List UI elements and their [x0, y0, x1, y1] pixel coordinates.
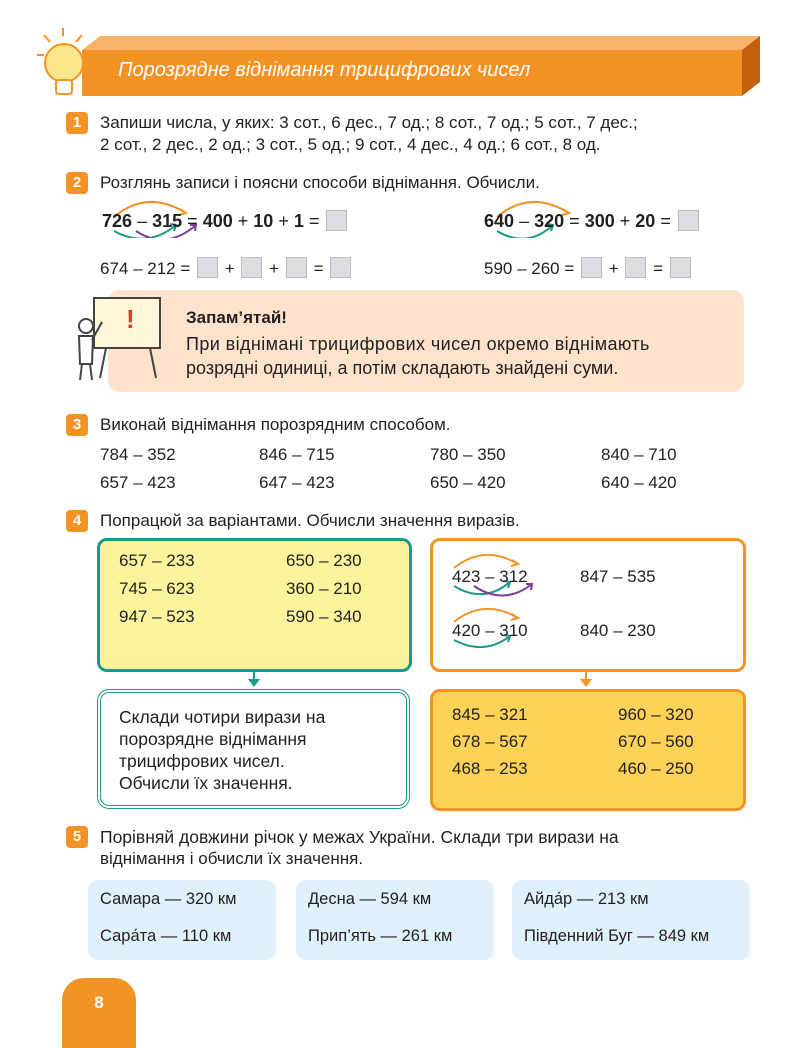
task-5-line-2: віднімання і обчисли їх значення.	[100, 849, 364, 868]
variant-2-expression: 423 – 312	[452, 567, 528, 586]
task-1-line-1: Запиши числа, у яких: 3 сот., 6 дес., 7 од.; 8 сот., 7 од.; 5 сот., 7 дес.;	[100, 113, 638, 132]
task-3-expression: 784 – 352	[100, 445, 176, 464]
answer-box	[241, 257, 262, 278]
hundreds-part: 400	[202, 211, 233, 231]
remember-line-1: При віднімані трицифрових чисел окремо віднімають	[186, 334, 650, 354]
plus-sign: +	[224, 259, 235, 278]
subtrahend: 315	[152, 211, 183, 231]
expression: 590 – 260 =	[484, 259, 575, 278]
lightbulb-icon	[37, 28, 83, 94]
down-arrow-icon	[246, 669, 262, 689]
remember-line-2: розрядні одиниці, а потім складають знайдені суми.	[186, 358, 619, 378]
task-3-text: Виконай віднімання порозрядним способом.	[100, 415, 451, 434]
task-3-expression: 780 – 350	[430, 445, 506, 464]
plus-sign: +	[619, 211, 631, 231]
river-entry: Десна — 594 км	[308, 890, 432, 908]
task-1-line-2: 2 сот., 2 дес., 2 од.; 3 сот., 5 од.; 9 сот., 4 дес., 4 од.; 6 сот., 8 од.	[100, 135, 601, 154]
answer-box	[286, 257, 307, 278]
page-number: 8	[94, 993, 104, 1012]
variant-2-task-expression: 670 – 560	[618, 732, 694, 751]
example-640-320	[484, 210, 701, 232]
river-entry: Сара́та — 110 км	[100, 927, 232, 945]
equals-sign: =	[653, 259, 664, 278]
variant-2-expression: 847 – 535	[580, 567, 656, 586]
variant-1-expression: 745 – 623	[119, 579, 195, 598]
header-graphic	[0, 0, 800, 100]
example-726-315	[102, 210, 349, 232]
variant-2-task-expression: 960 – 320	[618, 705, 694, 724]
variant-1-task-line: Склади чотири вирази на	[119, 707, 326, 727]
example-590-260	[484, 257, 693, 279]
plus-sign: +	[237, 211, 249, 231]
down-arrow-icon	[578, 669, 594, 689]
plus-sign: +	[608, 259, 619, 278]
page-number-tab	[62, 978, 136, 1048]
river-entry: Самара — 320 км	[100, 890, 237, 908]
equals-sign: =	[308, 211, 320, 231]
river-card	[88, 880, 276, 960]
answer-box	[197, 257, 218, 278]
task-3-expression: 647 – 423	[259, 473, 335, 492]
task-3-expression: 846 – 715	[259, 445, 335, 464]
answer-box	[678, 210, 699, 231]
answer-box	[330, 257, 351, 278]
variant-2-expression: 420 – 310	[452, 621, 528, 640]
variant-1-task-line: порозрядне віднімання	[119, 729, 307, 749]
task-1-number: 1	[66, 112, 88, 134]
task-5-number: 5	[66, 826, 88, 848]
page-title: Порозрядне віднімання трицифрових чисел	[118, 59, 531, 81]
tens-part: 10	[253, 211, 274, 231]
variant-2-expression: 840 – 230	[580, 621, 656, 640]
minus-sign: –	[137, 211, 148, 231]
minuend: 640	[484, 211, 515, 231]
river-entry: Айда́р — 213 км	[524, 890, 649, 908]
river-card	[296, 880, 494, 960]
task-3-expression: 650 – 420	[430, 473, 506, 492]
variant-2-task-expression: 678 – 567	[452, 732, 528, 751]
task-2-text: Розглянь записи і поясни способи віднімання. Обчисли.	[100, 173, 540, 192]
variant-1-task-line: Обчисли їх значення.	[119, 773, 293, 793]
equals-sign: =	[187, 211, 198, 231]
variant-2-task-expression: 845 – 321	[452, 705, 528, 724]
task-5-line-1: Порівняй довжини річок у межах України. Склади три вирази на	[100, 827, 619, 847]
task-4-number: 4	[66, 510, 88, 532]
variant-1-expression: 650 – 230	[286, 551, 362, 570]
river-entry: Прип’ять — 261 км	[308, 927, 453, 945]
plus-sign: +	[278, 211, 289, 231]
river-card	[512, 880, 750, 960]
equals-sign: =	[569, 211, 580, 231]
variant-2-task-expression: 468 – 253	[452, 759, 528, 778]
answer-box	[670, 257, 691, 278]
river-entry: Південний Буг — 849 км	[524, 927, 710, 945]
task-3-number: 3	[66, 414, 88, 436]
task-3-expression: 640 – 420	[601, 473, 677, 492]
remember-title: Запам’ятай!	[186, 308, 287, 327]
header-banner	[0, 0, 800, 100]
subtrahend: 320	[534, 211, 565, 231]
answer-box	[625, 257, 646, 278]
task-3-expression: 657 – 423	[100, 473, 176, 492]
variant-1-expression: 360 – 210	[286, 579, 362, 598]
minus-sign: –	[519, 211, 530, 231]
variant-1-expression: 590 – 340	[286, 607, 362, 626]
units-part: 1	[293, 211, 304, 231]
equals-sign: =	[313, 259, 324, 278]
hundreds-part: 300	[584, 211, 615, 231]
minuend: 726	[102, 211, 133, 231]
teacher-board-icon	[70, 292, 170, 382]
answer-box	[581, 257, 602, 278]
answer-box	[326, 210, 347, 231]
svg-text:!: !	[126, 304, 135, 334]
example-674-212	[100, 257, 353, 279]
variant-1-expression: 657 – 233	[119, 551, 195, 570]
task-3-expression: 840 – 710	[601, 445, 677, 464]
task-2-number: 2	[66, 172, 88, 194]
variant-1-expression: 947 – 523	[119, 607, 195, 626]
task-4-text: Попрацюй за варіантами. Обчисли значення виразів.	[100, 511, 520, 530]
expression: 674 – 212 =	[100, 259, 191, 278]
plus-sign: +	[269, 259, 280, 278]
variant-2-task-expression: 460 – 250	[618, 759, 694, 778]
tens-part: 20	[635, 211, 656, 231]
variant-1-task-line: трицифрових чисел.	[119, 751, 285, 771]
equals-sign: =	[660, 211, 671, 231]
